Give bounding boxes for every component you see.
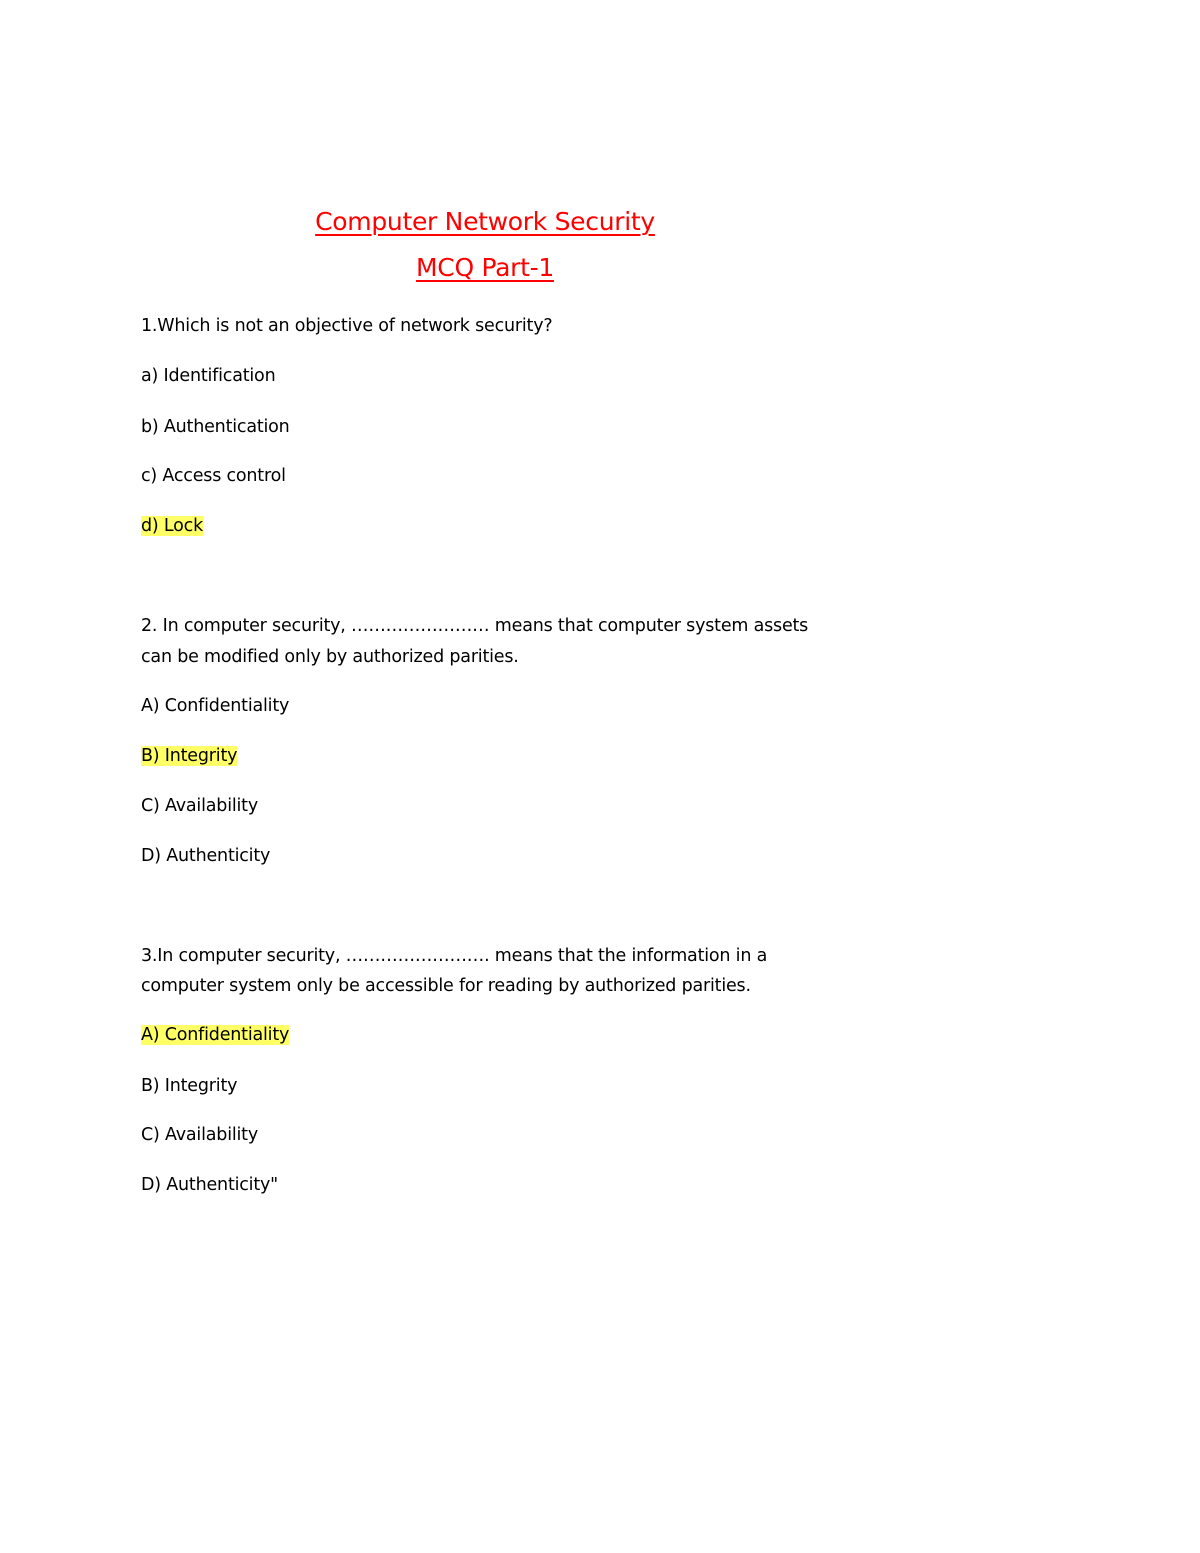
answer-highlight: B) Integrity <box>141 746 238 766</box>
question-2-text-line-2: can be modified only by authorized parities. <box>141 647 519 667</box>
question-3-option-a-answer <box>141 1024 289 1046</box>
question-1-option-c: c) Access control <box>141 466 286 486</box>
question-1-option-a: a) Identification <box>141 366 276 386</box>
question-2-option-b-answer <box>141 745 237 767</box>
question-2-text-line-1: 2. In computer security, …………………… means that computer system assets <box>141 616 809 636</box>
question-1-option-d-answer <box>141 515 203 537</box>
question-3-text-line-2: computer system only be accessible for reading by authorized parities. <box>141 976 751 996</box>
question-1-option-b: b) Authentication <box>141 417 290 437</box>
answer-highlight: A) Confidentiality <box>141 1025 290 1045</box>
question-3-text-line-1: 3.In computer security, ……………………. means that the information in a <box>141 946 768 966</box>
answer-highlight: d) Lock <box>141 516 204 536</box>
document-subtitle: MCQ Part-1 <box>416 253 554 282</box>
question-3-option-d: D) Authenticity" <box>141 1175 279 1195</box>
question-2-option-a: A) Confidentiality <box>141 696 290 716</box>
question-3-option-c: C) Availability <box>141 1125 258 1145</box>
question-2-option-d: D) Authenticity <box>141 846 271 866</box>
question-3-option-b: B) Integrity <box>141 1076 238 1096</box>
question-2-option-c: C) Availability <box>141 796 258 816</box>
document-title: Computer Network Security <box>315 207 655 236</box>
question-1-text: 1.Which is not an objective of network security? <box>141 316 553 336</box>
